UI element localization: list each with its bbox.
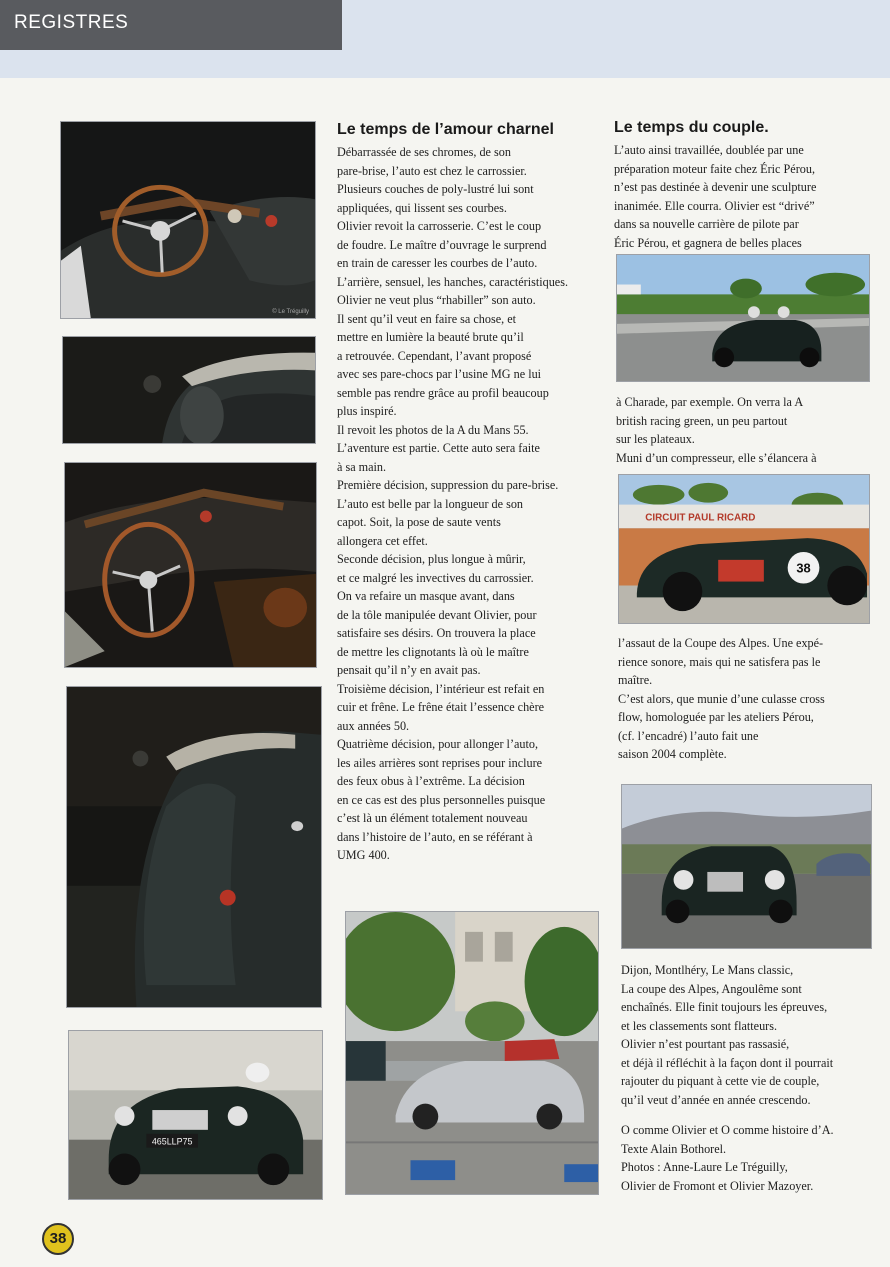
text-line: pare-brise, l’auto est chez le carrossier.	[337, 163, 527, 178]
article-body	[618, 634, 888, 764]
text-line: Première décision, suppression du pare-brise.	[337, 478, 559, 492]
text-line: Il revoit les photos de la A du Mans 55.	[337, 422, 529, 437]
article-signature	[621, 1121, 889, 1195]
text-line: Il sent qu’il veut en faire sa chose, et	[337, 311, 517, 326]
text-line: pensait qu’il n’y en avait pas.	[337, 663, 481, 677]
text-line: à sa main.	[337, 459, 387, 474]
photo-interior-leather-seat	[64, 462, 317, 668]
photo-car-paul-ricard	[618, 474, 870, 624]
text-line: capot. Soit, la pose de saute vents	[337, 515, 501, 529]
text-line: qu’il veut d’année en année crescendo.	[621, 1092, 811, 1107]
text-line: plus inspiré.	[337, 404, 397, 418]
text-line: de mettre les clignotants là où le maître	[337, 644, 529, 659]
text-line: appliquées, qui lissent ses courbes.	[337, 200, 507, 215]
text-line: On va refaire un masque avant, dans	[337, 589, 515, 603]
text-line: satisfaire ses désirs. On trouvera la place	[337, 626, 536, 640]
section-header: REGISTRES	[0, 0, 342, 50]
text-line: Dijon, Montlhéry, Le Mans classic,	[621, 963, 794, 977]
text-line: aux années 50.	[337, 718, 410, 733]
text-line: flow, homologuée par les ateliers Pérou,	[618, 710, 814, 724]
text-line: L’arrière, sensuel, les hanches, caractéristiques.	[337, 274, 569, 289]
circuit-sign-text: CIRCUIT PAUL RICARD	[645, 512, 756, 524]
text-line: Débarrassée de ses chromes, de son	[337, 145, 511, 159]
text-line: de foudre. Le maître d’ouvrage le surprend	[337, 237, 547, 252]
photo-rear-three-quarter	[66, 686, 322, 1008]
text-line: a retrouvée. Cependant, l’avant proposé	[337, 348, 532, 363]
text-line: UMG 400.	[337, 848, 390, 862]
photo-car-on-track-charade	[616, 254, 870, 382]
page-number: 38	[42, 1223, 74, 1255]
photo-car-front-mountain	[621, 784, 872, 949]
text-line: sur les plateaux.	[616, 432, 695, 446]
license-plate-text: 465LLP75	[151, 1136, 193, 1147]
text-line: C’est alors, que munie d’une culasse cross	[618, 691, 825, 706]
text-line: L’aventure est partie. Cette auto sera faite	[337, 441, 540, 455]
text-line: dans sa nouvelle carrière de pilote par	[614, 217, 799, 231]
text-line: Éric Pérou, et gagnera de belles places	[614, 235, 802, 250]
text-line: avec ses pare-chocs par l’usine MG ne lui	[337, 367, 542, 381]
text-line: Quatrième décision, pour allonger l’auto,	[337, 737, 539, 751]
text-line: cuir et frêne. Le frêne était l’essence chère	[337, 700, 545, 714]
text-line: Plusieurs couches de poly-lustré lui sont	[337, 182, 534, 196]
article-temps-du-couple-part1	[614, 118, 884, 252]
text-line: mettre en lumière la beauté brute qu’il	[337, 330, 524, 344]
text-line: semble pas rendre grâce au profil beaucoup	[337, 385, 549, 400]
text-line: O comme Olivier et O comme histoire d’A.	[621, 1123, 834, 1137]
text-line: en ce cas est des plus personnelles puisque	[337, 792, 546, 807]
photo-credit: © Le Tréguilly	[272, 309, 309, 315]
article-body	[337, 143, 605, 865]
text-line: Olivier ne veut plus “rhabiller” son auto.	[337, 293, 536, 307]
text-line: L’auto est belle par la longueur de son	[337, 496, 524, 511]
article-temps-du-couple-part2	[616, 393, 886, 467]
photo-silver-car-street	[345, 911, 599, 1195]
text-line: La coupe des Alpes, Angoulême sont	[621, 981, 802, 996]
photo-car-front-racing	[68, 1030, 323, 1200]
text-line: Photos : Anne-Laure Le Tréguilly,	[621, 1160, 788, 1174]
photo-dashboard-steering-wheel	[60, 121, 316, 319]
text-line: c’est là un élément totalement nouveau	[337, 811, 528, 825]
text-line: des feux obus à l’extrême. La décision	[337, 774, 525, 788]
text-line: et les classements sont flatteurs.	[621, 1018, 778, 1033]
article-temps-du-couple-part4	[621, 961, 889, 1195]
text-line: rajouter du piquant à cette vie de couple,	[621, 1074, 820, 1088]
text-line: Texte Alain Bothorel.	[621, 1141, 727, 1156]
article-title: Le temps du couple.	[614, 119, 769, 136]
article-body	[616, 393, 886, 467]
text-line: maître.	[618, 673, 653, 687]
text-line: saison 2004 complète.	[618, 747, 727, 761]
article-title: Le temps de l’amour charnel	[337, 121, 554, 138]
article-temps-du-couple-part3	[618, 634, 888, 764]
text-line: préparation moteur faite chez Éric Pérou,	[614, 161, 815, 176]
text-line: (cf. l’encadré) l’auto fait une	[618, 728, 759, 743]
text-line: british racing green, un peu partout	[616, 413, 788, 428]
text-line: Olivier de Fromont et Olivier Mazoyer.	[621, 1178, 814, 1193]
text-line: Olivier revoit la carrosserie. C’est le coup	[337, 219, 542, 233]
text-line: Olivier n’est pourtant pas rassasié,	[621, 1037, 790, 1051]
text-line: dans l’histoire de l’auto, en se référant à	[337, 829, 533, 844]
text-line: L’auto ainsi travaillée, doublée par une	[614, 143, 804, 157]
text-line: Seconde décision, plus longue à mûrir,	[337, 552, 526, 566]
text-line: l’assaut de la Coupe des Alpes. Une expé-	[618, 636, 824, 650]
text-line: n’est pas destinée à devenir une sculpture	[614, 180, 817, 194]
article-amour-charnel	[337, 120, 605, 865]
text-line: enchaînés. Elle finit toujours les épreuves,	[621, 1000, 828, 1014]
text-line: en train de caresser les courbes de l’auto.	[337, 256, 538, 270]
race-number: 38	[796, 560, 811, 576]
text-line: à Charade, par exemple. On verra la A	[616, 395, 804, 409]
text-line: et déjà il réfléchit à la façon dont il pourrait	[621, 1055, 834, 1070]
article-body	[614, 141, 884, 252]
text-line: allongera cet effet.	[337, 533, 428, 548]
article-body	[621, 961, 889, 1109]
text-line: Muni d’un compresseur, elle s’élancera à	[616, 450, 817, 465]
text-line: inanimée. Elle courra. Olivier est “drivé”	[614, 198, 815, 213]
text-line: les ailes arrières sont reprises pour inclure	[337, 755, 543, 770]
photo-rear-fender	[62, 336, 316, 444]
text-line: de la tôle manipulée devant Olivier, pour	[337, 607, 537, 622]
text-line: Troisième décision, l’intérieur est refait en	[337, 681, 545, 696]
text-line: rience sonore, mais qui ne satisfera pas le	[618, 654, 821, 669]
text-line: et ce malgré les invectives du carrossier.	[337, 570, 534, 585]
